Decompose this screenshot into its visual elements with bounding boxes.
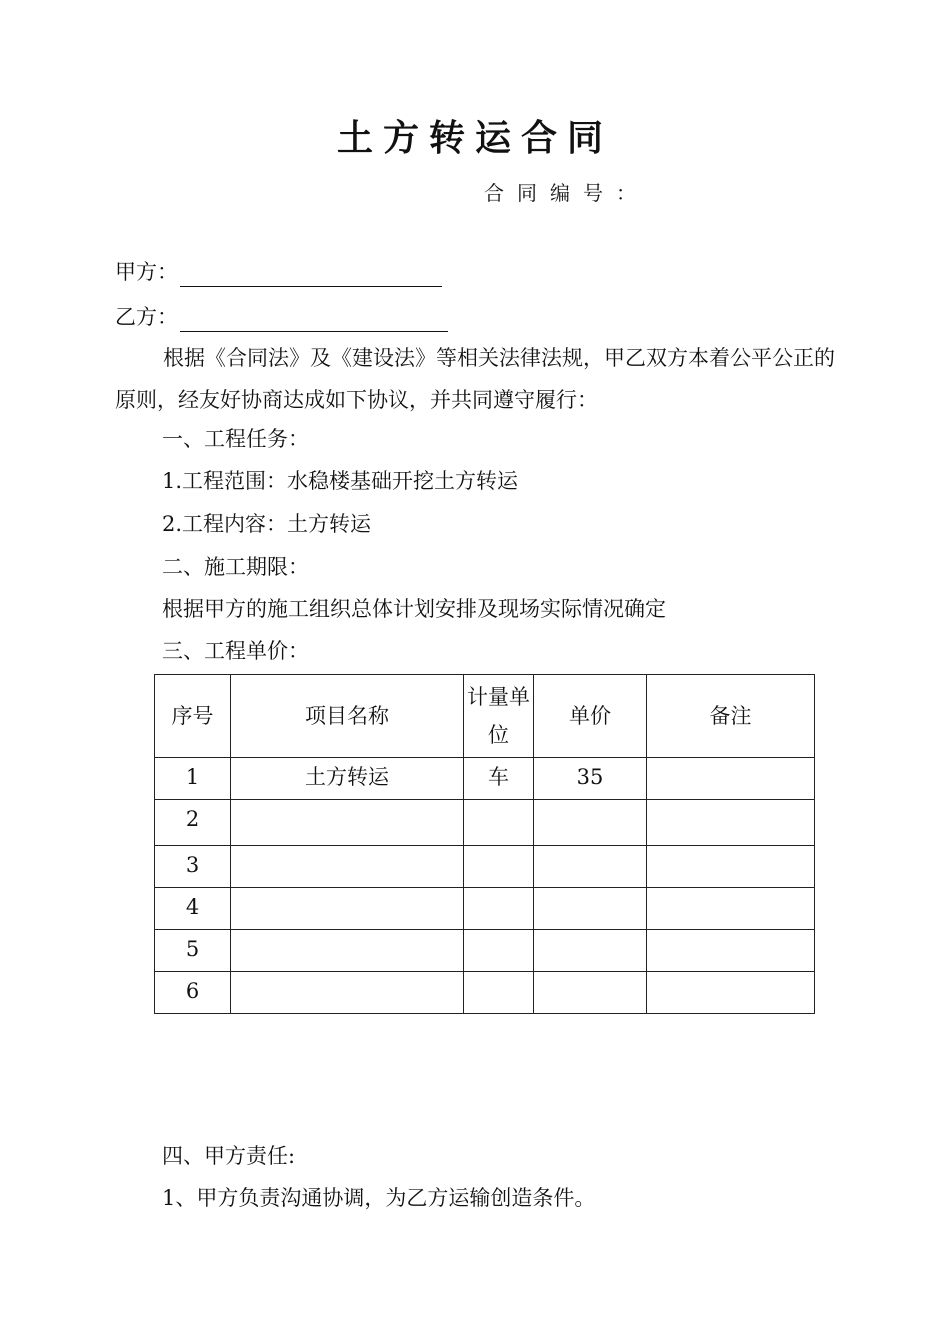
section1-content: 2.工程内容：土方转运 bbox=[162, 512, 372, 536]
table-cell bbox=[647, 758, 815, 800]
party-a-label: 甲方： bbox=[115, 260, 178, 284]
table-row bbox=[155, 972, 815, 1014]
table-cell: 35 bbox=[534, 758, 647, 800]
table-cell bbox=[464, 972, 534, 1014]
table-cell bbox=[464, 930, 534, 972]
table-row bbox=[155, 846, 815, 888]
table-cell bbox=[534, 930, 647, 972]
section2-heading: 二、施工期限： bbox=[162, 555, 309, 579]
table-cell bbox=[534, 972, 647, 1014]
table-cell bbox=[647, 972, 815, 1014]
table-cell: 5 bbox=[155, 930, 231, 972]
header-cell-unit: 计量单位 bbox=[464, 675, 534, 758]
table-header-row bbox=[155, 675, 815, 758]
party-b-label: 乙方： bbox=[115, 305, 178, 329]
table-row bbox=[155, 758, 815, 800]
table-cell bbox=[231, 846, 464, 888]
party-a-blank bbox=[180, 264, 442, 287]
header-cell-index: 序号 bbox=[155, 675, 231, 758]
header-cell-remarks: 备注 bbox=[647, 675, 815, 758]
section4-item-1: 1、甲方负责沟通协调，为乙方运输创造条件。 bbox=[162, 1186, 596, 1210]
table-cell bbox=[464, 888, 534, 930]
table-cell bbox=[647, 930, 815, 972]
header-cell-unit-price: 单价 bbox=[534, 675, 647, 758]
price-table bbox=[154, 674, 815, 1014]
party-b-blank bbox=[180, 309, 448, 332]
table-cell bbox=[464, 846, 534, 888]
table-cell: 6 bbox=[155, 972, 231, 1014]
table-cell bbox=[534, 800, 647, 846]
table-row bbox=[155, 800, 815, 846]
table-cell bbox=[647, 800, 815, 846]
section3-heading: 三、工程单价： bbox=[162, 639, 309, 663]
table-cell: 3 bbox=[155, 846, 231, 888]
table-row bbox=[155, 930, 815, 972]
table-cell: 1 bbox=[155, 758, 231, 800]
section1-heading: 一、工程任务： bbox=[162, 427, 309, 451]
section1-scope: 1.工程范围：水稳楼基础开挖土方转运 bbox=[162, 469, 519, 493]
party-a-line bbox=[115, 257, 442, 287]
table-cell: 车 bbox=[464, 758, 534, 800]
party-b-line bbox=[115, 302, 448, 332]
table-cell bbox=[231, 800, 464, 846]
table-cell: 土方转运 bbox=[231, 758, 464, 800]
intro-paragraph: 根据《合同法》及《建设法》等相关法律法规，甲乙双方本着公平公正的原则，经友好协商达成如下协议，并共同遵守履行： bbox=[115, 346, 835, 412]
table-cell bbox=[647, 846, 815, 888]
table-cell: 4 bbox=[155, 888, 231, 930]
table-cell: 2 bbox=[155, 800, 231, 846]
table-cell bbox=[231, 888, 464, 930]
table-row bbox=[155, 888, 815, 930]
table-cell bbox=[534, 846, 647, 888]
table-cell bbox=[231, 972, 464, 1014]
table-cell bbox=[647, 888, 815, 930]
table-cell bbox=[464, 800, 534, 846]
header-cell-item-name: 项目名称 bbox=[231, 675, 464, 758]
section2-text: 根据甲方的施工组织总体计划安排及现场实际情况确定 bbox=[162, 597, 666, 621]
section4-heading: 四、甲方责任: bbox=[162, 1144, 296, 1168]
table-cell bbox=[231, 930, 464, 972]
table-cell bbox=[534, 888, 647, 930]
contract-title: 土方转运合同 bbox=[336, 117, 613, 159]
contract-number-label: 合同编号： bbox=[484, 181, 649, 205]
